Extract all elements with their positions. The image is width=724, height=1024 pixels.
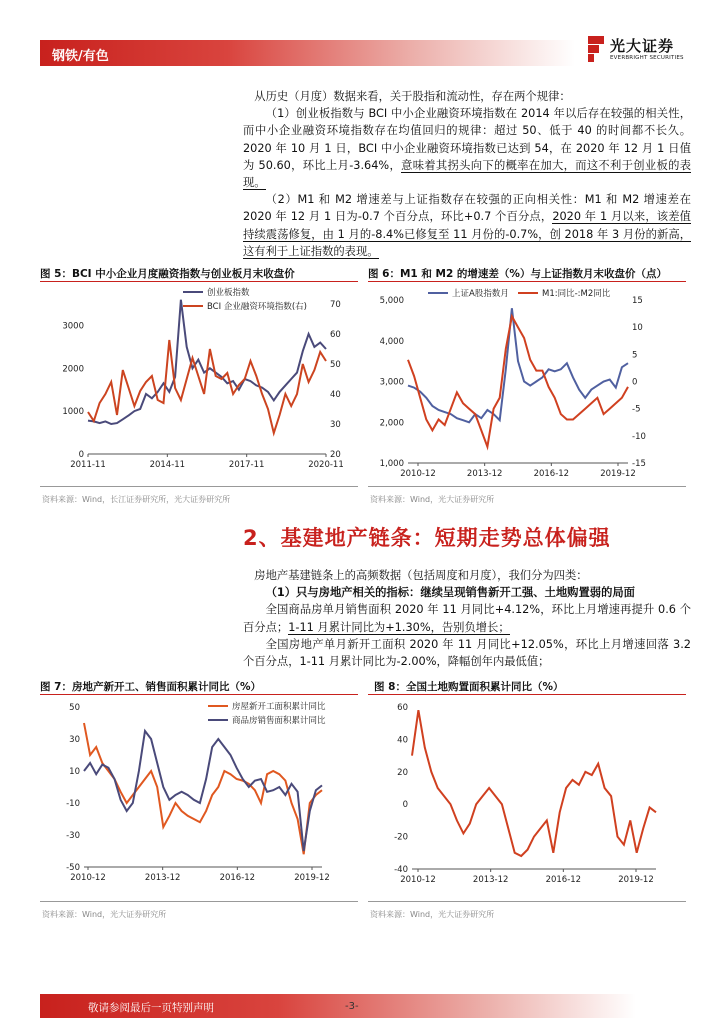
sales-highlight: 1-11 月累计同比为+1.30%，告别负增长； bbox=[288, 620, 510, 634]
sales-text: 全国商品房单月销售面积 2020 年 11 月同比+4.12%，环比上月增速再提升 0.6 个百分点； bbox=[243, 603, 691, 634]
fig6-y2-tick: 15 bbox=[632, 296, 643, 306]
brand-logo bbox=[588, 34, 688, 68]
paragraph-rule-2 bbox=[243, 191, 691, 260]
fig6-series-m1-m2-spread bbox=[408, 316, 628, 446]
fig7-x-tick: 2019-12 bbox=[294, 873, 330, 883]
fig5-y2-tick: 70 bbox=[330, 300, 341, 310]
fig6-legend-1: M1:同比-:M2同比 bbox=[542, 289, 611, 299]
paragraph-new-starts: 全国房地产单月新开工面积 2020 年 11 月同比+12.05%，环比上月增速回落 3.2 个百分点，1-11 月累计同比为-2.00%，降幅创年内最低值； bbox=[243, 637, 691, 669]
fig6-y-tick: 3,000 bbox=[379, 377, 404, 388]
paragraph-rule-1 bbox=[243, 105, 691, 191]
fig7-svg bbox=[40, 695, 358, 895]
fig8-source: 资料来源：Wind，光大证券研究所 bbox=[370, 910, 495, 919]
footer-disclaimer: 敬请参阅最后一页特别声明 bbox=[88, 1002, 214, 1014]
fig8-series-land-purchase bbox=[412, 710, 656, 856]
fig8-y-tick: 40 bbox=[397, 735, 408, 746]
fig6-y2-tick: -10 bbox=[632, 431, 646, 442]
fig5-y-tick: 3000 bbox=[62, 321, 84, 332]
fig5-x-tick: 2011-11 bbox=[70, 460, 106, 470]
fig6-chart bbox=[368, 282, 686, 480]
fig8-y-tick: -40 bbox=[394, 865, 408, 875]
fig6-y2-tick: 0 bbox=[632, 377, 638, 388]
fig7-legend-0: 房屋新开工面积累计同比 bbox=[232, 702, 326, 712]
page-number: -3- bbox=[345, 1001, 359, 1012]
fig7-y-tick: 30 bbox=[69, 735, 80, 745]
fig8-x-tick: 2019-12 bbox=[618, 875, 654, 885]
fig6-svg bbox=[368, 282, 686, 480]
fig7-y-tick: 50 bbox=[69, 703, 80, 713]
brand-mark-icon bbox=[588, 36, 604, 62]
fig6-y2-tick: -5 bbox=[632, 404, 641, 415]
fig7-legend-1: 商品房销售面积累计同比 bbox=[232, 716, 326, 726]
fig6-y2-tick: 10 bbox=[632, 323, 643, 334]
fig7-y-tick: -50 bbox=[66, 863, 80, 873]
fig6-y2-tick: 5 bbox=[632, 350, 638, 361]
fig5-y-tick: 2000 bbox=[62, 364, 84, 375]
paragraph-intro: 从历史（月度）数据来看，关于股指和流动性，存在两个规律： bbox=[254, 90, 571, 103]
fig6-x-tick: 2019-12 bbox=[600, 469, 636, 479]
fig6-y2-tick: -15 bbox=[632, 459, 646, 469]
fig6-source: 资料来源：Wind，光大证券研究所 bbox=[370, 495, 495, 504]
fig7-x-tick: 2013-12 bbox=[144, 873, 181, 883]
rule-1-highlight: 意味着其拐头向下的概率在加大，而这不利于创业板的表现。 bbox=[243, 158, 691, 190]
fig6-x-tick: 2010-12 bbox=[400, 469, 436, 479]
text-block-real-estate bbox=[243, 567, 691, 670]
fig5-source: 资料来源：Wind，长江证券研究所，光大证券研究所 bbox=[42, 495, 231, 504]
section-title: 2、基建地产链条：短期走势总体偏强 bbox=[243, 526, 611, 550]
rule-2-text: （2）M1 和 M2 增速差与上证指数存在较强的正向相关性：M1 和 M2 增速差在 2020 年 12 月 1 日为-0.7 个百分点，环比+0.7 个百分点， bbox=[243, 193, 691, 224]
section-label: 钢铁/有色 bbox=[52, 49, 109, 64]
fig8-y-tick: 60 bbox=[397, 703, 408, 713]
fig5-y-tick: 1000 bbox=[62, 407, 84, 418]
fig7-chart bbox=[40, 695, 358, 895]
fig6-y-tick: 5,000 bbox=[379, 296, 404, 306]
fig8-chart bbox=[368, 695, 686, 895]
fig6-y-tick: 1,000 bbox=[379, 459, 404, 469]
rule-2-highlight: 2020 年 1 月以来，该差值持续震荡修复，由 1 月的-8.4%已修复至 11 月份的-0.7%，创 2018 年 3 月份的新高，这有利于上证指数的表现。 bbox=[243, 210, 691, 258]
fig5-x-tick: 2017-11 bbox=[228, 460, 265, 470]
header-bar bbox=[40, 40, 575, 66]
fig7-y-tick: -10 bbox=[66, 799, 80, 809]
rule-1-text: （1）创业板指数与 BCI 中小企业融资环境指数在 2014 年以后存在较强的相关性，而中小企业融资环境指数存在均值回归的规律：超过 50、低于 40 的时间都不长久。2020 年 10 月 1 日，BCI 中小企业融资环境指数已达到 54，在 2020 年 12 月 1 日值为 50.60，环比上月-3.64%， bbox=[243, 107, 691, 172]
fig5-y2-tick: 40 bbox=[330, 390, 341, 400]
fig5-title: 图 5：BCI 中小企业月度融资指数与创业板月末收盘价 bbox=[40, 268, 295, 280]
fig5-legend-0: 创业板指数 bbox=[207, 288, 250, 298]
fig5-chart bbox=[40, 282, 358, 480]
fig7-y-tick: -30 bbox=[66, 831, 80, 841]
fig8-x-tick: 2013-12 bbox=[472, 875, 509, 885]
brand-name: 光大证券 bbox=[610, 37, 675, 55]
fig8-y-tick: 0 bbox=[402, 800, 408, 811]
paragraph-heading-1: （1）只与房地产相关的指标：继续呈现销售新开工强、土地购置弱的局面 bbox=[265, 586, 635, 600]
fig5-y2-tick: 60 bbox=[330, 330, 341, 340]
fig7-source: 资料来源：Wind，光大证券研究所 bbox=[42, 910, 167, 919]
fig8-x-tick: 2016-12 bbox=[545, 875, 582, 885]
fig6-title: 图 6：M1 和 M2 的增速差（%）与上证指数月末收盘价（点） bbox=[368, 268, 667, 280]
fig6-x-tick: 2013-12 bbox=[466, 469, 503, 479]
fig5-x-tick: 2014-11 bbox=[149, 460, 186, 470]
paragraph-sales bbox=[243, 601, 691, 635]
fig8-svg bbox=[368, 695, 686, 895]
fig7-title: 图 7：房地产新开工、销售面积累计同比（%） bbox=[40, 681, 261, 693]
fig8-title: 图 8：全国土地购置面积累计同比（%） bbox=[374, 681, 564, 693]
fig8-x-tick: 2010-12 bbox=[400, 875, 436, 885]
fig8-bottom-rule bbox=[368, 901, 686, 902]
fig5-y-tick: 0 bbox=[78, 450, 84, 460]
fig8-y-tick: -20 bbox=[394, 832, 408, 843]
paragraph-categories: 房地产基建链条上的高频数据（包括周度和月度），我们分为四类： bbox=[254, 569, 588, 582]
text-block-liquidity bbox=[243, 88, 691, 260]
fig5-svg bbox=[40, 282, 358, 480]
fig6-legend-0: 上证A股指数月 bbox=[452, 289, 509, 299]
fig5-legend-1: BCI 企业融资环境指数(右) bbox=[207, 302, 307, 312]
fig6-y-tick: 2,000 bbox=[379, 418, 404, 429]
fig7-y-tick: 10 bbox=[69, 767, 80, 777]
fig6-x-tick: 2016-12 bbox=[533, 469, 570, 479]
fig5-y2-tick: 30 bbox=[330, 420, 341, 430]
fig5-y2-tick: 50 bbox=[330, 360, 341, 370]
fig5-bottom-rule bbox=[40, 486, 358, 487]
fig7-x-tick: 2010-12 bbox=[70, 873, 106, 883]
fig6-y-tick: 4,000 bbox=[379, 336, 404, 347]
fig6-bottom-rule bbox=[368, 486, 686, 487]
fig5-x-tick: 2020-11 bbox=[308, 460, 344, 470]
fig8-y-tick: 20 bbox=[397, 767, 408, 778]
fig7-x-tick: 2016-12 bbox=[219, 873, 256, 883]
brand-subtitle: EVERBRIGHT SECURITIES bbox=[610, 55, 684, 61]
fig5-y2-tick: 20 bbox=[330, 450, 341, 460]
fig7-bottom-rule bbox=[40, 901, 358, 902]
